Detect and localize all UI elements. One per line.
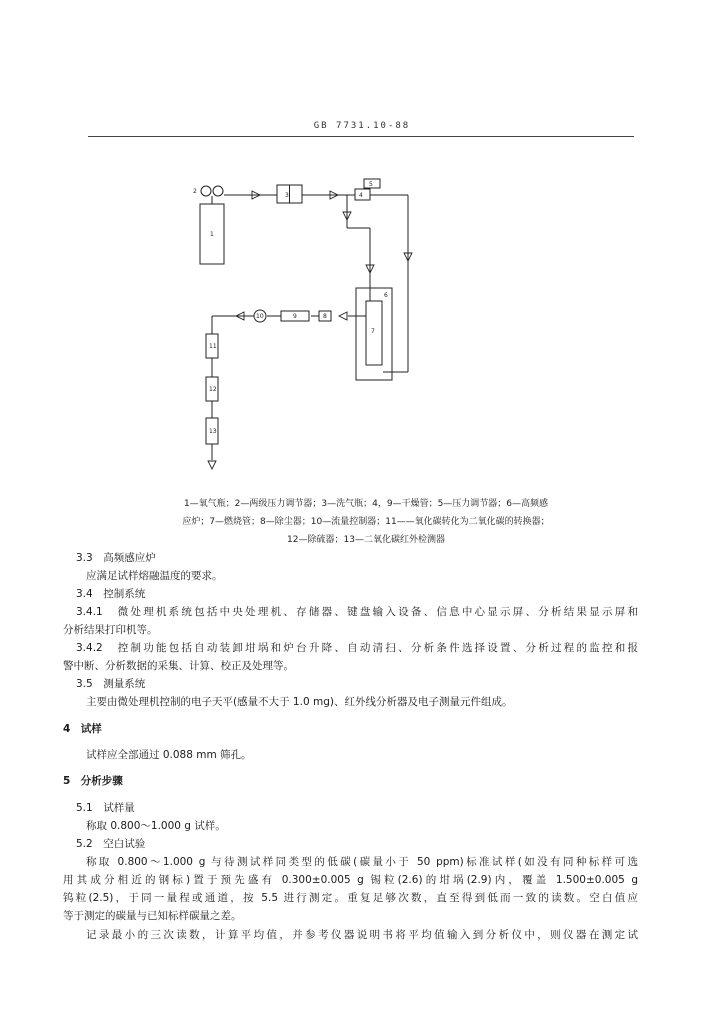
section-3-4-1-text-cont: 分析结果打印机等。 <box>63 624 158 636</box>
figure-caption-line: 12—除硫器；13—二氧化碳红外检测器 <box>287 535 445 545</box>
section-3-4-1-text: 3.4.1 微处理机系统包括中央处理机、存储器、键盘输入设备、信息中心显示屏、分析结果显示屏和 <box>76 606 638 618</box>
section-5-2-heading: 5.2 空白试验 <box>76 838 146 850</box>
flow-arrow <box>208 461 216 469</box>
diagram-label-3: 3 <box>285 192 289 199</box>
diagram-label-2: 2 <box>193 188 197 195</box>
page-header-code: GB 7731.10-88 <box>313 121 411 131</box>
section-5-heading: 5 分析步骤 <box>63 775 123 787</box>
diagram-label-13: 13 <box>209 428 217 435</box>
section-3-5-text: 主要由微处理机控制的电子天平(感量不大于 1.0 mg)、红外线分析器及电子测量元件组成。 <box>86 696 513 708</box>
figure-caption-line: 应炉；7—燃烧管；8—除尘器；10—流量控制器；11——氧化碳转化为二氧化碳的转换器； <box>182 517 550 527</box>
diagram-label-11: 11 <box>209 343 217 350</box>
section-5-2-text: 等于测定的碳量与已知标样碳量之差。 <box>63 910 242 922</box>
section-3-4-2-text-cont: 警中断、分析数据的采集、计算、校正及处理等。 <box>63 660 294 672</box>
section-4-text: 试样应全部通过 0.088 mm 筛孔。 <box>86 749 252 761</box>
section-5-1-text: 称取 0.800～1.000 g 试样。 <box>86 820 226 832</box>
section-3-4-2-text: 3.4.2 控制功能包括自动装卸坩埚和炉台升降、自动清扫、分析条件选择设置、分析过程的监控和报 <box>76 642 638 654</box>
diagram-label-1: 1 <box>210 231 214 238</box>
figure-caption-line: 1—氧气瓶；2—两级压力调节器；3—洗气瓶；4，9—干燥管；5—压力调节器；6—高频感 <box>183 499 549 509</box>
section-3-3-text: 应满足试样熔融温度的要求。 <box>86 570 223 582</box>
apparatus-diagram <box>180 168 440 478</box>
section-5-2-text: 记录最小的三次读数，计算平均值，并参考仪器说明书将平均值输入到分析仪中，则仪器在测定试 <box>86 929 638 941</box>
diagram-label-4: 4 <box>359 192 363 199</box>
diagram-label-10: 10 <box>256 313 264 320</box>
section-3-4-heading: 3.4 控制系统 <box>76 588 146 600</box>
diagram-label-9: 9 <box>293 313 297 320</box>
section-5-1-heading: 5.1 试样量 <box>76 802 135 814</box>
section-3-3-heading: 3.3 高频感应炉 <box>76 552 156 564</box>
section-3-5-heading: 3.5 测量系统 <box>76 678 146 690</box>
diagram-label-7: 7 <box>371 328 375 335</box>
diagram-label-5: 5 <box>369 181 373 188</box>
section-4-heading: 4 试样 <box>63 723 102 735</box>
pressure-regulator-gauge <box>201 186 211 196</box>
flow-arrow <box>339 312 347 320</box>
diagram-label-8: 8 <box>323 313 327 320</box>
section-5-2-text: 称取 0.800～1.000 g 与待测试样同类型的低碳(碳量小于 50 ppm)标准试样(如没有同种标样可选 <box>86 856 638 868</box>
pressure-regulator-gauge <box>213 186 223 196</box>
section-5-2-text: 用其成分相近的钢标)置于预先盛有 0.300±0.005 g 锡粒(2.6)的坩埚(2.9)内，覆盖 1.500±0.005 g <box>63 874 638 886</box>
diagram-label-12: 12 <box>209 386 217 393</box>
section-5-2-text: 钨粒(2.5)，于同一量程或通道，按 5.5 进行测定。重复足够次数，直至得到低而一致的读数。空白值应 <box>63 892 638 904</box>
diagram-label-6: 6 <box>384 292 388 299</box>
header-rule <box>88 136 634 137</box>
